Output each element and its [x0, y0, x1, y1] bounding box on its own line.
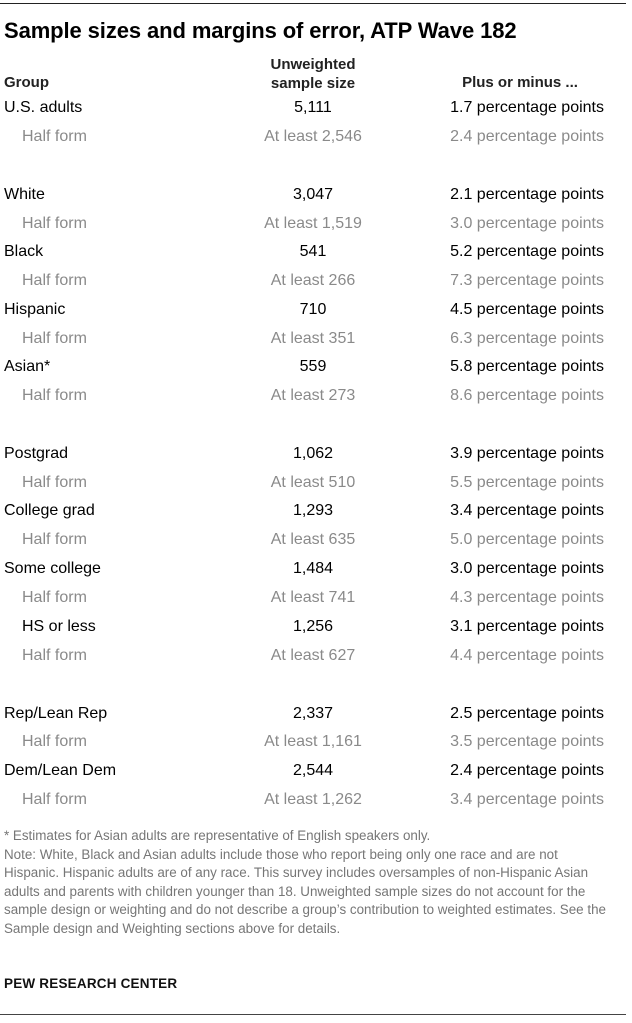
cell-margin-of-error: 7.3 percentage points [450, 272, 604, 289]
table-row-half-form [0, 587, 632, 609]
table-row [0, 241, 632, 263]
cell-group: Half form [22, 647, 87, 664]
column-header-sample-size [233, 55, 393, 93]
top-rule [0, 3, 626, 4]
cell-margin-of-error: 5.8 percentage points [450, 358, 604, 375]
cell-sample-size: At least 635 [270, 531, 356, 548]
column-header-sample-size-line1: Unweighted [270, 56, 356, 73]
cell-group: Dem/Lean Dem [4, 762, 117, 779]
cell-group: Half form [22, 531, 87, 548]
table-row-half-form [0, 328, 632, 350]
cell-margin-of-error: 3.5 percentage points [450, 733, 604, 750]
cell-margin-of-error: 3.9 percentage points [450, 445, 604, 462]
table-row [0, 703, 632, 725]
cell-margin-of-error: 4.5 percentage points [450, 301, 604, 318]
cell-margin-of-error: 5.0 percentage points [450, 531, 604, 548]
cell-group: U.S. adults [4, 99, 83, 116]
table-row-half-form [0, 472, 632, 494]
notes-block [4, 827, 616, 938]
cell-margin-of-error: 3.4 percentage points [450, 791, 604, 808]
cell-group: Postgrad [4, 445, 69, 462]
cell-sample-size: 710 [299, 301, 327, 318]
cell-margin-of-error: 4.4 percentage points [450, 647, 604, 664]
table-row [0, 616, 632, 638]
column-header-sample-size-line2: sample size [270, 75, 356, 92]
cell-margin-of-error: 6.3 percentage points [450, 330, 604, 347]
cell-margin-of-error: 2.5 percentage points [450, 705, 604, 722]
cell-sample-size: 2,337 [292, 705, 334, 722]
cell-sample-size: 541 [299, 243, 327, 260]
table-row-half-form [0, 529, 632, 551]
cell-margin-of-error: 4.3 percentage points [450, 589, 604, 606]
cell-sample-size: At least 1,262 [264, 791, 362, 808]
cell-sample-size: 2,544 [292, 762, 334, 779]
cell-sample-size: 5,111 [294, 99, 332, 116]
table-row-half-form [0, 385, 632, 407]
table-row [0, 97, 632, 119]
table-row-half-form [0, 126, 632, 148]
cell-margin-of-error: 3.4 percentage points [450, 502, 604, 519]
cell-group: Half form [22, 387, 87, 404]
cell-group: Half form [22, 128, 87, 145]
cell-group: Half form [22, 272, 87, 289]
cell-margin-of-error: 2.4 percentage points [450, 762, 604, 779]
cell-group: HS or less [22, 618, 96, 635]
table-row [0, 760, 632, 782]
cell-sample-size: At least 1,161 [264, 733, 362, 750]
cell-sample-size: At least 627 [270, 647, 356, 664]
table-row-half-form [0, 645, 632, 667]
cell-margin-of-error: 5.5 percentage points [450, 474, 604, 491]
cell-margin-of-error: 5.2 percentage points [450, 243, 604, 260]
cell-group: Half form [22, 330, 87, 347]
cell-margin-of-error: 1.7 percentage points [450, 99, 604, 116]
cell-sample-size: At least 741 [270, 589, 356, 606]
cell-margin-of-error: 3.0 percentage points [450, 215, 604, 232]
table-row [0, 500, 632, 522]
cell-sample-size: 3,047 [292, 186, 334, 203]
cell-sample-size: At least 1,519 [264, 215, 362, 232]
cell-sample-size: 559 [299, 358, 327, 375]
table-row-half-form [0, 270, 632, 292]
cell-group: Half form [22, 589, 87, 606]
column-header-margin-of-error: Plus or minus ... [462, 74, 578, 91]
cell-group: Some college [4, 560, 101, 577]
cell-margin-of-error: 2.4 percentage points [450, 128, 604, 145]
cell-margin-of-error: 3.0 percentage points [450, 560, 604, 577]
bottom-rule [0, 1014, 626, 1015]
cell-group: Black [4, 243, 44, 260]
footnote: * Estimates for Asian adults are representative of English speakers only. [4, 828, 431, 843]
cell-sample-size: At least 2,546 [264, 128, 362, 145]
cell-group: Half form [22, 733, 87, 750]
source-credit: PEW RESEARCH CENTER [4, 976, 178, 991]
cell-margin-of-error: 3.1 percentage points [450, 618, 604, 635]
table-row-half-form [0, 731, 632, 753]
table-row [0, 356, 632, 378]
cell-group: White [4, 186, 45, 203]
page-title: Sample sizes and margins of error, ATP Wave 182 [4, 18, 517, 43]
column-header-group: Group [4, 74, 49, 91]
cell-group: Half form [22, 215, 87, 232]
table-row-half-form [0, 213, 632, 235]
table-row [0, 184, 632, 206]
cell-group: Rep/Lean Rep [4, 705, 108, 722]
table-row-half-form [0, 789, 632, 811]
cell-sample-size: At least 273 [270, 387, 356, 404]
cell-group: Half form [22, 791, 87, 808]
cell-sample-size: At least 510 [270, 474, 356, 491]
cell-group: Hispanic [4, 301, 66, 318]
cell-margin-of-error: 8.6 percentage points [450, 387, 604, 404]
table-row [0, 558, 632, 580]
table-row [0, 299, 632, 321]
cell-sample-size: 1,062 [292, 445, 334, 462]
cell-sample-size: At least 351 [270, 330, 356, 347]
cell-group: College grad [4, 502, 95, 519]
cell-sample-size: 1,256 [292, 618, 334, 635]
cell-sample-size: At least 266 [270, 272, 356, 289]
table-row [0, 443, 632, 465]
cell-margin-of-error: 2.1 percentage points [450, 186, 604, 203]
cell-sample-size: 1,293 [292, 502, 334, 519]
cell-group: Asian* [4, 358, 51, 375]
note: Note: White, Black and Asian adults include those who report being only one race and are not Hispanic. Hispanic adults are of any race. This survey includes oversamples of non-Hispanic Asian adults and parents with children younger than 18. Unweighted sample sizes do not account for the sample design or weighting and do not describe a group’s contribution to weighted estimates. See the Sample design and Weighting sections above for details. [4, 846, 606, 936]
cell-sample-size: 1,484 [292, 560, 334, 577]
cell-group: Half form [22, 474, 87, 491]
